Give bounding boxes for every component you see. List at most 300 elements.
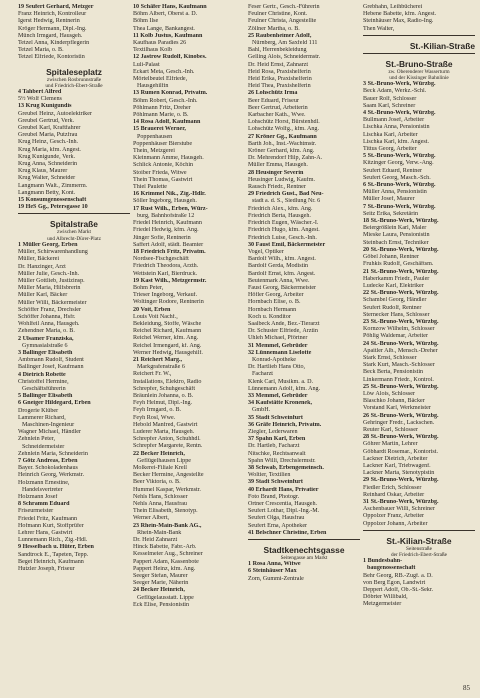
address-entry: 25 St.-Bruno-Werk, Würzbg. [363, 383, 439, 390]
resident-entry: Bräunlein Johanna, o. B. [133, 392, 194, 399]
resident-entry: Woltier, Textilien [248, 472, 291, 479]
resident-entry: Feyh Irmgard, o. B. [133, 407, 182, 414]
resident-entry: Schlick Antonie, Köchin [133, 162, 194, 169]
address-entry: 26 St.-Bruno-Werk, Würzbg. [363, 412, 439, 419]
address-entry: 19 HeS Gg., Petersgasse 10 [18, 204, 88, 211]
address-entry: 41 Belschner Christine, Erben [248, 529, 327, 536]
resident-entry: Kaufhaus Paradies 26 [133, 40, 187, 47]
resident-entry: Eck Elise, Pensionistin [133, 601, 190, 608]
address-entry: 24 St.-Bruno-Werk, Würzbg. [363, 340, 439, 347]
resident-entry: Geflügelhausen Lippe [137, 457, 191, 464]
address-entry: 5 St.-Bruno-Werk, Würzbg. [363, 153, 436, 160]
street-heading: St.-Kilian-Straße [386, 535, 452, 546]
resident-entry: Friedrich Hugo, kfm. Angest. [248, 227, 320, 234]
resident-entry: Grebhahn, Leihbücherei [363, 4, 423, 10]
resident-entry: Göhrer Martin, Lehrer [363, 441, 418, 448]
resident-entry: Müller Gottlieb, Justizinsp. [18, 277, 85, 284]
resident-entry: Molkerei-Filiale Krell [133, 465, 187, 471]
street-subtitle: und der Kissinger Bahnlinie [389, 75, 449, 82]
resident-entry: Tetzel Elfriede, Kontoristin [18, 54, 85, 61]
address-entry: 3 St.-Bruno-Werk, Würzbg. [363, 81, 436, 88]
address-entry: 1 Rosa Anna, Witwe [248, 561, 301, 568]
resident-entry: Lackner Karl, Triebwagenf. [363, 462, 431, 469]
resident-entry: Trieser Ingeborg, Verkauf. [133, 292, 198, 299]
resident-entry: Facharzt [252, 371, 273, 378]
address-entry: 1 Müller Georg, Erben [18, 241, 78, 248]
resident-entry: Ortner Crescentia, Hausgeh. [248, 501, 318, 508]
resident-entry: Saam Karl, Schreiner [363, 102, 416, 109]
column-2 [133, 4, 245, 609]
resident-entry: Seufert Georg, Masch.-Sch. [363, 174, 431, 181]
resident-entry: Greubel Heinz, Autoelektriker [18, 110, 92, 117]
resident-entry: Feulner Christa, Angestellte [248, 18, 317, 25]
resident-entry: Bauer Rolf, Schlosser [363, 95, 417, 102]
resident-entry: Müller, Bäckerei [18, 256, 60, 263]
address-entry: 15 Konsumgenossenschaft [18, 197, 87, 204]
address-entry: 29 Friedrich Gust., Bad Neu- [248, 191, 324, 198]
resident-entry: Beer Viktoria, o. B. [133, 479, 181, 486]
resident-entry: Drogerie Klüber [18, 407, 59, 414]
resident-entry: Pappert Heinz, kfm. Ang. [133, 565, 196, 572]
resident-entry: Heinrich Georg, Werkmstr. [18, 472, 84, 479]
address-entry: 23 St.-Bruno-Werk, Würzbg. [363, 318, 439, 325]
resident-entry: Gehringer Fredr., Lackschen. [363, 419, 435, 426]
resident-entry: Friedrich Alex., kfm. Ang. [248, 205, 313, 212]
address-entry: 15 Brauerei Werner, [133, 126, 186, 133]
resident-entry: Hinck Babette, Fabr.-Arb. [133, 544, 197, 551]
resident-entry: Seufert Erna, Apotheker [248, 522, 308, 529]
resident-entry: Hornbach Hermann [248, 306, 297, 313]
address-entry: 32 Lünnemann Liselotte [248, 349, 312, 356]
resident-entry: Lischka Anna, Pensionistin [363, 124, 430, 131]
resident-entry: Feyh Helmut, Dipl.-Ing. [133, 400, 193, 407]
page-number: 85 [463, 684, 470, 692]
resident-entry: Saffert Adolf, städt. Beamter [133, 241, 204, 248]
resident-entry: Beer Gertrud, Arbeiterin [248, 104, 308, 111]
resident-entry: Kleinmann Amme, Hausgeh. [133, 155, 204, 162]
resident-entry: 5½ Wolf Clemens [18, 96, 62, 103]
resident-entry: Beutenmark Anna, Wwe. [248, 277, 310, 284]
resident-entry: Schöffer Franz, Drechsler [18, 306, 81, 313]
address-entry: 22 Becker Heinrich, [133, 450, 185, 457]
resident-entry: Kornzow Wilhelm, Schlosser [363, 326, 435, 333]
resident-entry: Fruhkis Rudolf, Geschäftsm. [363, 261, 434, 268]
resident-entry: Vorstand Karl, Werkmeister [363, 405, 431, 412]
resident-entry: Müller Willi, Bäckermeister [18, 299, 87, 306]
resident-entry: Friedel Heinrich, Kaufmann [133, 220, 202, 227]
address-entry: 25 Raubenheimer Adolf, [248, 32, 312, 39]
resident-entry: Reichel Irmengard, kf. Ang. [133, 342, 202, 349]
resident-entry: Luderer Marta, Hausgeh. [133, 428, 195, 435]
resident-entry: Müller Emma, Hausgeh. [248, 162, 308, 169]
resident-entry: Wagner Michael, Händler [18, 429, 81, 436]
resident-entry: von Berg Egon, Landwirt [363, 579, 426, 586]
street-subtitle: zwischen Rosbrunnstraße [46, 76, 102, 83]
address-entry: 40 Erhardt Hans, Privatier [248, 486, 319, 493]
street-subtitle: zw. Oberenderer Wasserturm [388, 68, 450, 75]
street-heading: Spitalstraße [50, 219, 98, 230]
address-entry: 35 Stadt Schweinfurt [248, 414, 303, 421]
resident-entry: Bahl, Herrenbekleidung [248, 47, 307, 54]
address-entry: 24 Becker Heinrich, [133, 587, 185, 594]
resident-entry: Franz Heinrich, Kontrolleur [18, 11, 87, 18]
street-subtitle: und Friedrich-Ebert-Straße [45, 82, 103, 89]
resident-entry: Hummel Kaspar, Werkmstr. [133, 486, 201, 493]
resident-entry: Zöllner Martha, o. B. [248, 25, 300, 32]
resident-entry: Krug Kunigunde, Verk. [18, 153, 76, 160]
resident-entry: Müller Karl, Bäcker [18, 292, 68, 299]
address-entry: 7 St.-Bruno-Werk, Würzbg. [363, 203, 436, 210]
resident-entry: Haberkamm Friedr., Pauler [363, 275, 430, 282]
address-entry: 12 Jastrow Rudolf, Kinobes. [133, 54, 207, 61]
resident-entry: Dr. Hartleb, Facharzt [248, 443, 300, 450]
resident-entry: Thea Lange, Bankangest. [133, 25, 195, 32]
resident-entry: Friedrich Eugen, Wäscher.-I. [248, 220, 319, 227]
resident-entry: Reichel Richard, Kaufmann [133, 328, 202, 335]
resident-entry: Igerst Hedwig, Rentnerin [18, 18, 80, 25]
resident-entry: Friedrich Luise, Gesch.-Inh. [248, 234, 317, 241]
address-entry: 34 Kaufstätte Kronenek, [248, 400, 313, 407]
resident-entry: Metzgermeister [363, 601, 402, 608]
resident-entry: Thein Thomas, Gastwirt [133, 176, 193, 183]
street-subtitle: zwischen Markt [57, 229, 91, 236]
address-entry: 31 St.-Bruno-Werk, Würzbg. [363, 499, 439, 505]
resident-entry: Lischka Karl, Arbeiter [363, 131, 418, 138]
address-entry: 37 Spahn Karl, Erben [248, 436, 306, 443]
resident-entry: Beer Eduard, Friseur [248, 97, 299, 104]
resident-entry: Faust Georg, Bäckermeister [248, 284, 317, 291]
resident-entry: Mörtelbeutel Elfriede, [133, 76, 188, 83]
resident-entry: Nehls Hans, Schlosser [133, 493, 188, 500]
resident-entry: Krug Heinz, Gesch.-Inh. [18, 139, 79, 146]
resident-entry: Seufert Eduard, Rentner [363, 167, 423, 174]
resident-entry: Ziegler, Lederwaren [248, 428, 298, 435]
resident-entry: Nehls Anna, Hausfrau [133, 501, 187, 508]
resident-entry: Poppenhausen [137, 133, 173, 140]
resident-entry: Dr. Hartlieb Hans Otto, [248, 364, 306, 371]
column-4 [363, 4, 475, 609]
resident-entry: Holzmann Josef [18, 494, 58, 500]
resident-entry: Pöhlmann Marie, o. B. [133, 112, 189, 119]
resident-entry: Göbhardt Rosemar., Kontorist. [363, 448, 438, 455]
resident-entry: Krug Anna, Schneiderin [18, 161, 78, 168]
resident-entry: Mieske Laura, Pensionistin [363, 232, 430, 239]
resident-entry: Gymnasialstraße 6 [22, 342, 68, 349]
resident-entry: Reichert Fr. W., [133, 371, 172, 378]
resident-entry: Böhm Ilse [133, 18, 159, 25]
address-entry: 22 St.-Bruno-Werk, Würzbg. [363, 290, 439, 297]
resident-entry: Lammerer Richard, [18, 414, 66, 421]
street-heading: St.-Kilian-Straße [409, 40, 475, 51]
resident-entry: Dr. Heid Zahnarzt [133, 537, 178, 544]
resident-entry: Heid Erika, Praxishelferin [248, 76, 312, 83]
resident-entry: Tetzel Anna, Kinderpflegerin [18, 40, 90, 47]
resident-entry: Greubel Karl, Kraftfahrer [18, 125, 81, 132]
street-subtitle: und Albrecht-Dürer-Platz [47, 235, 101, 242]
resident-entry: Friedrich Theodora, Arzth. [133, 263, 199, 270]
resident-entry: Feser Gertr., Gesch.-Führerin [248, 4, 320, 10]
resident-entry: Installations, Elektro, Radio [133, 378, 202, 385]
resident-entry: Jünger Sofie, Rentnerin [133, 234, 191, 241]
resident-entry: Krug Maria, kfm. Angest. [18, 146, 81, 153]
resident-entry: Hofmann Kurt, Stoffprüfer [18, 522, 84, 529]
resident-entry: Friedel Hedwig, kfm. Ang. [133, 227, 199, 234]
resident-entry: Reinhard Oskar, Arbeiter [363, 491, 425, 498]
street-subtitle: der Friedrich-Ebert-Straße [390, 552, 448, 559]
resident-entry: Textilhaus Kolb [133, 47, 173, 54]
resident-entry: GmbH. [252, 407, 271, 414]
resident-entry: Seeger Marie, Näherin [133, 580, 189, 587]
column-3 [248, 4, 360, 583]
resident-entry: Reuter Karl, Schlosser [363, 426, 418, 433]
resident-entry: Deppert Adolf, Ob.-St.-Sekr. [363, 587, 434, 594]
resident-entry: Spahn Willi, Drechslermstr. [248, 457, 316, 464]
resident-entry: Markgrafenstraße 6 [137, 364, 185, 371]
street-heading: Stadtkenechtsgasse [263, 545, 345, 556]
resident-entry: Geschäftsführerin [22, 385, 66, 392]
resident-entry: Söller Ingeborg, Hausgeh. [133, 198, 197, 205]
resident-entry: Schambel Georg, Händler [363, 297, 427, 304]
resident-entry: Schöffer Johanna, Hsfr. [18, 313, 76, 320]
resident-entry: Gelling Alois, Schneidermstr. [248, 54, 321, 61]
resident-entry: Kitzinger Georg, Verw.-Ang. [363, 160, 434, 167]
resident-entry: Wettstein Karl, Bierdruck. [133, 270, 198, 277]
resident-entry: Oppolzer Johann, Arbeiter [363, 520, 428, 527]
resident-entry: Lohschütz Wolfg., kfm. Ang. [248, 126, 319, 133]
street-heading: Spitaleseplatz [46, 66, 102, 77]
resident-entry: Hausgehilfin [137, 83, 169, 90]
address-entry: 26 Lohschütz Irma [248, 90, 298, 97]
resident-entry: Schneidermeister [22, 443, 65, 450]
resident-entry: Bardolf Wilh., kfm. Angest. [248, 256, 316, 263]
resident-entry: Zorn, Gummi-Zentrale [248, 575, 304, 582]
resident-entry: Langmann Betty, Kont. [18, 189, 76, 196]
address-entry: 5 Ballinger Elisabeth [18, 393, 73, 400]
resident-entry: Beck Berta, Pensionistin [363, 369, 424, 376]
resident-entry: Oppolzer Franz, Arbeiter [363, 513, 425, 520]
resident-entry: Handelsvertreter [22, 486, 63, 493]
resident-entry: Greubel Maria, Putzfrau [18, 132, 78, 139]
resident-entry: Lünnemann Adolf, kfm. Ang. [248, 385, 321, 392]
resident-entry: Geflügelausstatt. Lippe [137, 594, 194, 601]
divider [363, 53, 475, 54]
address-entry: 31 Memmel, Gebrüder [248, 342, 308, 349]
resident-entry: Feyh Rosl, Wwe. [133, 414, 176, 421]
address-entry: 13 Krug Kunigundis [18, 103, 72, 110]
resident-entry: Zehendner Maria, o. B. [18, 328, 75, 335]
address-entry: 18 Friedrich Fritz, Privatm. [133, 248, 206, 255]
resident-entry: Nitschke, Rechtsanwalt [248, 450, 306, 457]
address-entry: 16 Krimmel Nik., Zig.-Hdlr. [133, 191, 206, 198]
address-entry: 33 Memmel, Gebrüder [248, 392, 308, 399]
resident-entry: Heusinger Ludwig, Kaufm. [248, 176, 316, 183]
resident-entry: Krug Klaus, Maurer [18, 168, 68, 175]
address-entry: 7 Götz Andreas, Erben [18, 457, 78, 464]
resident-entry: Lackner Marta, Stenotypistin [363, 470, 435, 477]
resident-entry: Wohlfeil Anna, Hausgeh. [18, 321, 80, 328]
resident-entry: Foto Brand, Photogr. [248, 493, 300, 500]
street-subtitle: Seitenstraße [406, 545, 432, 552]
address-entry: 27 Kröner Gg., Kaufmann [248, 133, 317, 140]
resident-entry: Saalbeck Ande, Bez.-Tierarzt [248, 320, 320, 327]
resident-entry: Müller Julie, Gesch.-Inh. [18, 270, 80, 277]
address-entry: 20 St.-Bruno-Werk, Würzbg. [363, 246, 439, 253]
resident-entry: burg, Bahnhofstraße 12 [137, 212, 195, 219]
address-entry: 6 St.-Bruno-Werk, Würzbg. [363, 182, 436, 189]
resident-entry: Ballinger Josef, Kaufmann [18, 364, 84, 371]
resident-entry: Münch Irmgard, Hausgeh. [18, 32, 83, 39]
resident-entry: Thein Elisabeth, Stenotyp. [133, 508, 198, 515]
resident-entry: Zehnlein Maria, Schneiderin [18, 450, 88, 457]
resident-entry: Apaitler Alb., Mensch.-Dreher [363, 347, 438, 354]
resident-entry: Seufert Olga, Hausfrau [248, 515, 305, 522]
resident-entry: Becker Hermine, Angestellte [133, 472, 204, 479]
address-entry: 23 Rhein-Main-Bank AG., [133, 522, 202, 529]
divider [363, 35, 475, 36]
resident-entry: Bohm Peter, [133, 284, 164, 291]
address-entry: 14 Rosa Adolf, Kaufmann [133, 119, 201, 126]
resident-entry: Holzmann Ernestine, [18, 479, 70, 486]
resident-entry: Döbrter Willibald, [363, 594, 408, 601]
street-subtitle: Seitengasse am Markt [280, 555, 328, 562]
resident-entry: Friseurmeister [18, 508, 54, 515]
resident-entry: stadt a. d. S., Siedlung Nr. 6 [252, 198, 321, 205]
resident-entry: Nürnberg, Am Saxfeld 111 [252, 40, 318, 47]
resident-entry: Schrepfer, Schuhgeschäft [133, 385, 196, 392]
resident-entry: Lohschütz Horst, Bürstenhdl. [248, 119, 320, 126]
resident-entry: Eckart Meta, Gesch.-Inh. [133, 68, 195, 75]
resident-entry: Karbacher Kath., Wwe. [248, 112, 306, 119]
address-entry: baugenossenschaft [367, 565, 416, 572]
address-entry: 21 St.-Bruno-Werk, Würzbg. [363, 268, 439, 275]
resident-entry: Stoiber Frieda, Witwe [133, 169, 187, 176]
address-entry: 11 Kolb Justus, Kaufmann [133, 32, 203, 39]
address-entry: 2 Ulsamer Franziska, [18, 335, 74, 342]
resident-entry: Kröner Gerhard, kfm. Ang. [248, 148, 315, 155]
resident-entry: Dr. Heid Ernst, Zahnarzt [248, 61, 309, 68]
address-entry: 9 Hesselbach u. Hüter, Erben [18, 544, 94, 551]
address-entry: 21 Reichert Marg., [133, 356, 183, 363]
resident-entry: Krug Walter, Schneider [18, 175, 76, 182]
resident-entry: Linkermann Friedr., Kontrol. [363, 376, 434, 383]
resident-entry: Friedrich Berta, Hausgeh. [248, 212, 311, 219]
address-entry: 4 St.-Bruno-Werk, Würzbg. [363, 110, 436, 117]
divider [363, 530, 475, 531]
address-entry: 36 Gräfe Heinrich, Privatm. [248, 421, 322, 428]
resident-entry: Seitz Erika, Sekretärin [363, 210, 418, 217]
street-heading: St.-Bruno-Straße [385, 58, 453, 69]
resident-entry: Werner Albert, [133, 515, 170, 522]
resident-entry: Beck Adam, Werkz.-Schl. [363, 88, 427, 95]
resident-entry: Woltinger Rodore, Rentnerin [133, 299, 204, 306]
resident-entry: Thiel Paulette [133, 184, 168, 191]
resident-entry: Bekleidung, Stoffe, Wäsche [133, 320, 202, 327]
resident-entry: Kesselmeier Aug., Schreiner [133, 551, 203, 558]
resident-entry: Stark Ernst, Schlosser [363, 354, 417, 361]
address-entry: 4 Dietrich Robette [18, 371, 66, 378]
address-entry: 28 St.-Bruno-Werk, Würzbg. [363, 434, 439, 441]
resident-entry: Böhm Robert, Gesch.-Inh. [133, 97, 198, 104]
resident-entry: Konrad-Apotheke [252, 356, 296, 363]
address-entry: 28 Heusinger Severin [248, 169, 304, 176]
resident-entry: Hebene Babette, kfm. Angest. [363, 11, 437, 18]
resident-entry: Rausch Friedr., Rentner [248, 184, 306, 191]
resident-entry: Sternecker Hans, Schlosser [363, 311, 430, 318]
resident-entry: Pappert Adam, Kassenbote [133, 558, 199, 565]
resident-entry: Heid Rosa, Praxishelferin [248, 68, 311, 75]
resident-entry: Klenk Carl, Musikm. a. D. [248, 378, 313, 385]
address-entry: 30 Faust Emil, Bäckermeister [248, 241, 326, 248]
resident-entry: Müller Josef, Maurer [363, 196, 415, 203]
column-1 [18, 4, 130, 573]
resident-entry: Schrepfer Margarete, Rentn. [133, 443, 203, 450]
resident-entry: Lehrer Hans, Gastwirt [18, 530, 73, 537]
resident-entry: Langmann Walt., Zimmerm. [18, 182, 88, 189]
resident-entry: Pöhlmann Fritz, Dreher [133, 104, 191, 111]
resident-entry: Nordsee-Fischgeschäft [133, 256, 189, 263]
address-entry: 10 Schäfer Hans, Kaufmann [133, 4, 207, 10]
address-entry: 4 Tahbert Alfred [18, 89, 62, 96]
resident-entry: Schrepfer Anton, Schuhhdl. [133, 436, 201, 443]
resident-entry: Dr. Mehrendorf Hilp, Zahn-A. [248, 155, 323, 162]
resident-entry: Bardolf Ernst, kfm. Angest. [248, 270, 316, 277]
resident-entry: Hornbach Elise, o. B. [248, 299, 301, 306]
resident-entry: Müller, Schirwarenhandlung [18, 249, 88, 256]
resident-entry: Blaschko Johann, Bäcker [363, 398, 425, 405]
address-entry: 17 Rust Wilh., Erben, Würz- [133, 205, 208, 212]
resident-entry: Then Walter, [363, 25, 395, 32]
resident-entry: Kröger Hermann, Dipl.-Ing. [18, 25, 87, 32]
resident-entry: Böhm Albert, Oberst a. D. [133, 11, 198, 18]
resident-entry: Louis Voit Nachf., [133, 313, 178, 320]
address-entry: 20 Voit, Erben [133, 306, 171, 313]
resident-entry: Göbel Johann, Rentner [363, 254, 420, 261]
resident-entry: Hebold Manfred, Gastwirt [133, 421, 198, 428]
resident-entry: Aschenbauer Willi, Schreiner [363, 506, 435, 513]
resident-entry: Dr. Schuster Elfriede, Ärztin [248, 328, 318, 335]
resident-entry: Müller Maria, Hilfsbrerin [18, 285, 81, 292]
resident-entry: Rhein-Main-Bank [137, 529, 182, 536]
resident-entry: Steinhäuser Max, Radio-Ing. [363, 18, 434, 25]
address-entry: 38 Schwab, Erbengemeinsch. [248, 465, 324, 471]
resident-entry: Bardolf Gerda, Modistin [248, 263, 309, 270]
resident-entry: Reichel Werner, kfm. Ang. [133, 335, 199, 342]
resident-entry: Poppenhäuser Bierstube [133, 140, 193, 147]
resident-entry: Löw Alois, Schlosser [363, 390, 415, 397]
resident-entry: Thein, Metzgerei [133, 148, 175, 155]
resident-entry: Seufert Lothar, Dipl.-Ing.-M. [248, 508, 320, 515]
resident-entry: Werner Hedwig, Hausgehilf. [133, 349, 203, 356]
address-entry: 29 St.-Bruno-Werk, Würzbg. [363, 477, 439, 484]
resident-entry: Friedel Fritz, Kaufmann [18, 515, 78, 522]
divider [18, 213, 130, 214]
address-entry: 8 Schramm Eduard [18, 501, 70, 508]
resident-entry: Ludecke Karl, Elektriker [363, 282, 424, 289]
resident-entry: Müller Anna, Pensionistin [363, 189, 427, 196]
address-entry: 3 Ballinger Elisabeth [18, 349, 73, 356]
address-entry: 13 Rumen Konrad, Privatm. [133, 90, 208, 97]
resident-entry: Stark Kurt, Masch.-Schlosser [363, 362, 435, 369]
divider [248, 539, 360, 540]
resident-entry: Fiedler Erich, Schlosser [363, 484, 422, 491]
address-entry: 19 Seufert Gerhard, Metzger [18, 4, 94, 10]
resident-entry: Lischka Karl, kfm. Angest. [363, 138, 430, 145]
address-entry: 1 Bundesbahn- [363, 558, 403, 565]
address-entry: 19 Kast Wilh., Metzgermstr. [133, 277, 207, 284]
resident-entry: Sandtrock E., Tapeten, Tepp. [18, 551, 89, 558]
resident-entry: Hutzler Joseph, Friseur [18, 566, 75, 573]
resident-entry: Tittus Georg, Arbeiter [363, 146, 417, 153]
